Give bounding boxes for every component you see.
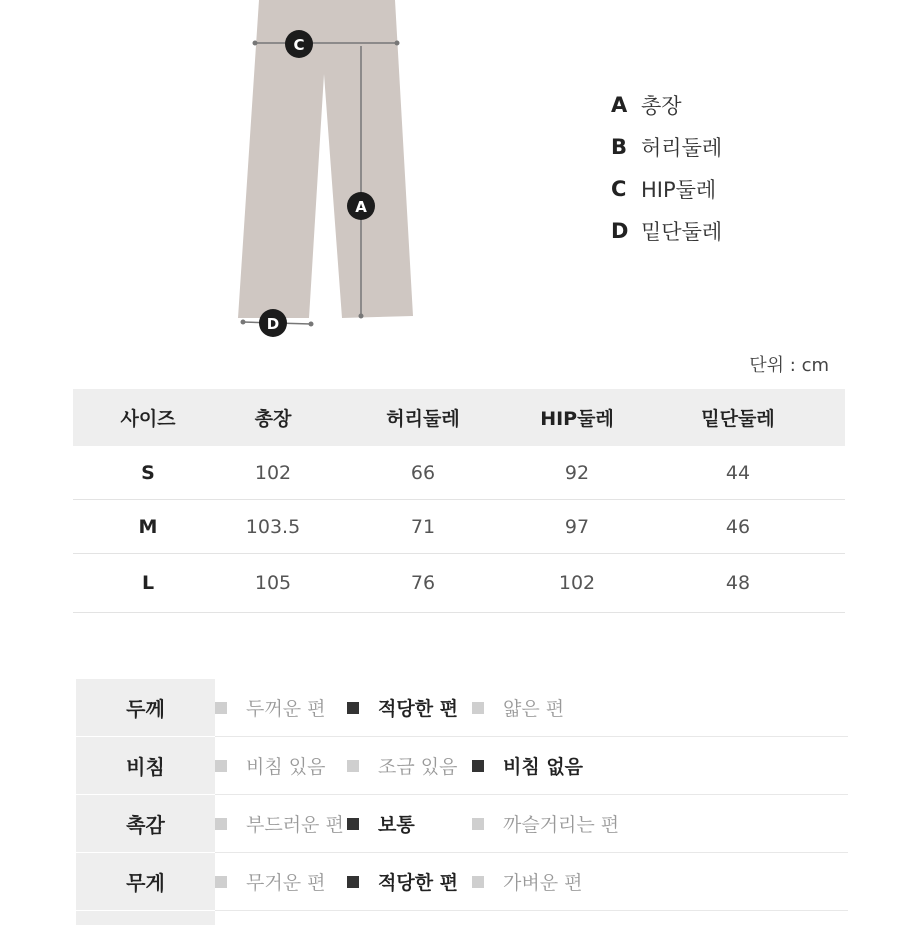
table-row <box>73 554 845 613</box>
attribute-option-selected: 적당한 편 <box>347 868 472 895</box>
pants-shape <box>238 0 413 318</box>
attribute-option: 가벼운 편 <box>472 868 848 895</box>
table-row <box>73 500 845 554</box>
attribute-option: 부드러운 편 <box>215 810 347 837</box>
option-marker <box>472 760 484 772</box>
attribute-option: 비침 있음 <box>215 752 347 779</box>
table-row <box>73 446 845 500</box>
value-cell: 92 <box>523 446 631 500</box>
svg-text:C: C <box>293 36 304 54</box>
size-cell: L <box>73 554 223 613</box>
attribute-row-texture <box>76 795 848 853</box>
attribute-option-selected: 적당한 편 <box>347 694 472 721</box>
legend-item-d <box>611 210 722 252</box>
attribute-option: 조금 있음 <box>347 752 472 779</box>
svg-text:A: A <box>355 198 367 216</box>
attribute-option: 무거운 편 <box>215 868 347 895</box>
pants-diagram <box>0 0 923 360</box>
option-marker <box>215 702 227 714</box>
value-cell: 44 <box>631 446 845 500</box>
value-cell: 97 <box>523 500 631 554</box>
value-cell: 48 <box>631 554 845 613</box>
size-cell: S <box>73 446 223 500</box>
header-cell: 허리둘레 <box>323 389 523 446</box>
attribute-option-selected: 보통 <box>347 810 472 837</box>
fabric-attribute-table <box>76 679 848 925</box>
header-cell: 총장 <box>223 389 323 446</box>
svg-text:D: D <box>267 315 279 333</box>
size-cell: M <box>73 500 223 554</box>
header-cell: 사이즈 <box>73 389 223 446</box>
legend-label: 밑단둘레 <box>641 216 722 246</box>
measurement-legend <box>611 84 722 252</box>
option-marker <box>347 876 359 888</box>
size-table <box>73 389 845 613</box>
value-cell: 102 <box>223 446 323 500</box>
option-marker <box>472 818 484 830</box>
option-marker <box>215 818 227 830</box>
value-cell: 71 <box>323 500 523 554</box>
marker-d <box>259 309 287 337</box>
header-cell: HIP둘레 <box>523 389 631 446</box>
legend-label: 총장 <box>641 90 682 120</box>
marker-a <box>347 192 375 220</box>
option-marker <box>347 760 359 772</box>
legend-label: HIP둘레 <box>641 174 716 204</box>
legend-label: 허리둘레 <box>641 132 722 162</box>
legend-item-a <box>611 84 722 126</box>
unit-label: 단위 : cm <box>749 351 829 377</box>
value-cell: 102 <box>523 554 631 613</box>
attribute-name: 비침 <box>76 737 215 795</box>
option-marker <box>215 760 227 772</box>
legend-key: D <box>611 219 641 243</box>
legend-item-c <box>611 168 722 210</box>
attribute-name: 무게 <box>76 853 215 911</box>
option-marker <box>472 876 484 888</box>
value-cell: 76 <box>323 554 523 613</box>
value-cell: 66 <box>323 446 523 500</box>
attribute-option: 까슬거리는 편 <box>472 810 848 837</box>
option-marker <box>347 818 359 830</box>
marker-c <box>285 30 313 58</box>
legend-key: C <box>611 177 641 201</box>
header-cell: 밑단둘레 <box>631 389 845 446</box>
attribute-row-weight <box>76 853 848 911</box>
value-cell: 46 <box>631 500 845 554</box>
size-table-header <box>73 389 845 446</box>
attribute-option: 두꺼운 편 <box>215 694 347 721</box>
option-marker <box>347 702 359 714</box>
attribute-row-sheerness <box>76 737 848 795</box>
attribute-name: 두께 <box>76 679 215 737</box>
option-marker <box>215 876 227 888</box>
legend-item-b <box>611 126 722 168</box>
option-marker <box>472 702 484 714</box>
legend-key: B <box>611 135 641 159</box>
value-cell: 103.5 <box>223 500 323 554</box>
attribute-row-thickness <box>76 679 848 737</box>
attribute-option-selected: 비침 없음 <box>472 752 848 779</box>
value-cell: 105 <box>223 554 323 613</box>
attribute-name: 촉감 <box>76 795 215 853</box>
attribute-option: 얇은 편 <box>472 694 848 721</box>
legend-key: A <box>611 93 641 117</box>
